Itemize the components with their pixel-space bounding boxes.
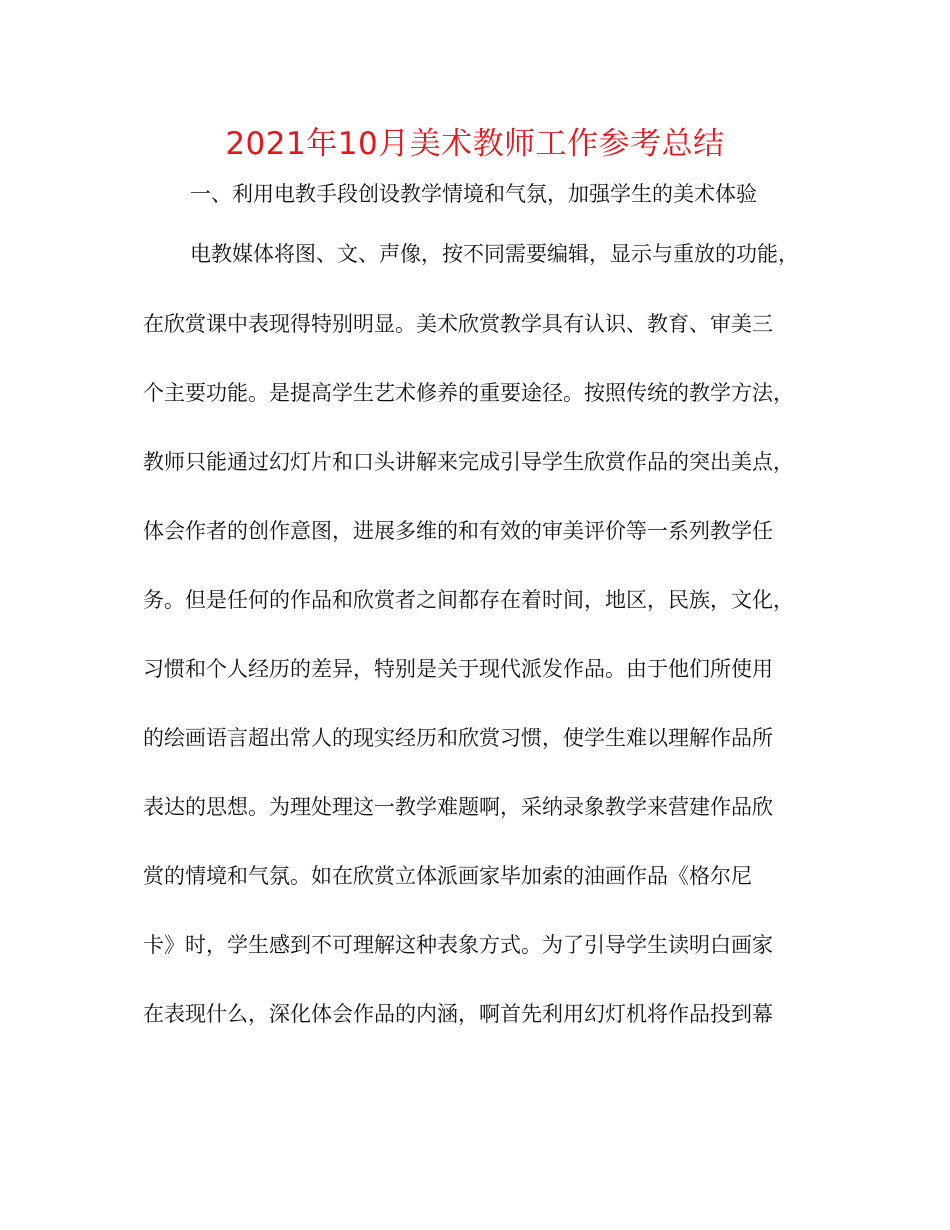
paragraph-line: 电教媒体将图、文、声像，按不同需要编辑，显示与重放的功能，: [190, 242, 799, 266]
paragraph-line: 务。但是任何的作品和欣赏者之间都存在着时间，地区，民族，文化，: [143, 588, 794, 612]
section-heading: 一、利用电教手段创设教学情境和气氛，加强学生的美术体验: [190, 182, 757, 206]
paragraph-line: 教师只能通过幻灯片和口头讲解来完成引导学生欣赏作品的突出美点，: [143, 450, 794, 474]
paragraph-line: 个主要功能。是提高学生艺术修养的重要途径。按照传统的教学方法，: [143, 381, 794, 405]
paragraph-line: 表达的思想。为理处理这一教学难题啊，采纳录象教学来营建作品欣: [143, 795, 773, 819]
paragraph-line: 习惯和个人经历的差异，特别是关于现代派发作品。由于他们所使用: [143, 657, 773, 681]
paragraph-line: 在欣赏课中表现得特别明显。美术欣赏教学具有认识、教育、审美三: [143, 312, 773, 336]
paragraph-line: 体会作者的创作意图，进展多维的和有效的审美评价等一系列教学任: [143, 519, 773, 543]
paragraph-line: 在表现什么，深化体会作品的内涵，啊首先利用幻灯机将作品投到幕: [143, 1002, 773, 1026]
document-title: 2021年10月美术教师工作参考总结: [225, 126, 725, 162]
paragraph-line: 赏的情境和气氛。如在欣赏立体派画家毕加索的油画作品《格尔尼: [143, 864, 752, 888]
paragraph-line: 卡》时，学生感到不可理解这种表象方式。为了引导学生读明白画家: [143, 933, 773, 957]
paragraph-line: 的绘画语言超出常人的现实经历和欣赏习惯，使学生难以理解作品所: [143, 726, 773, 750]
